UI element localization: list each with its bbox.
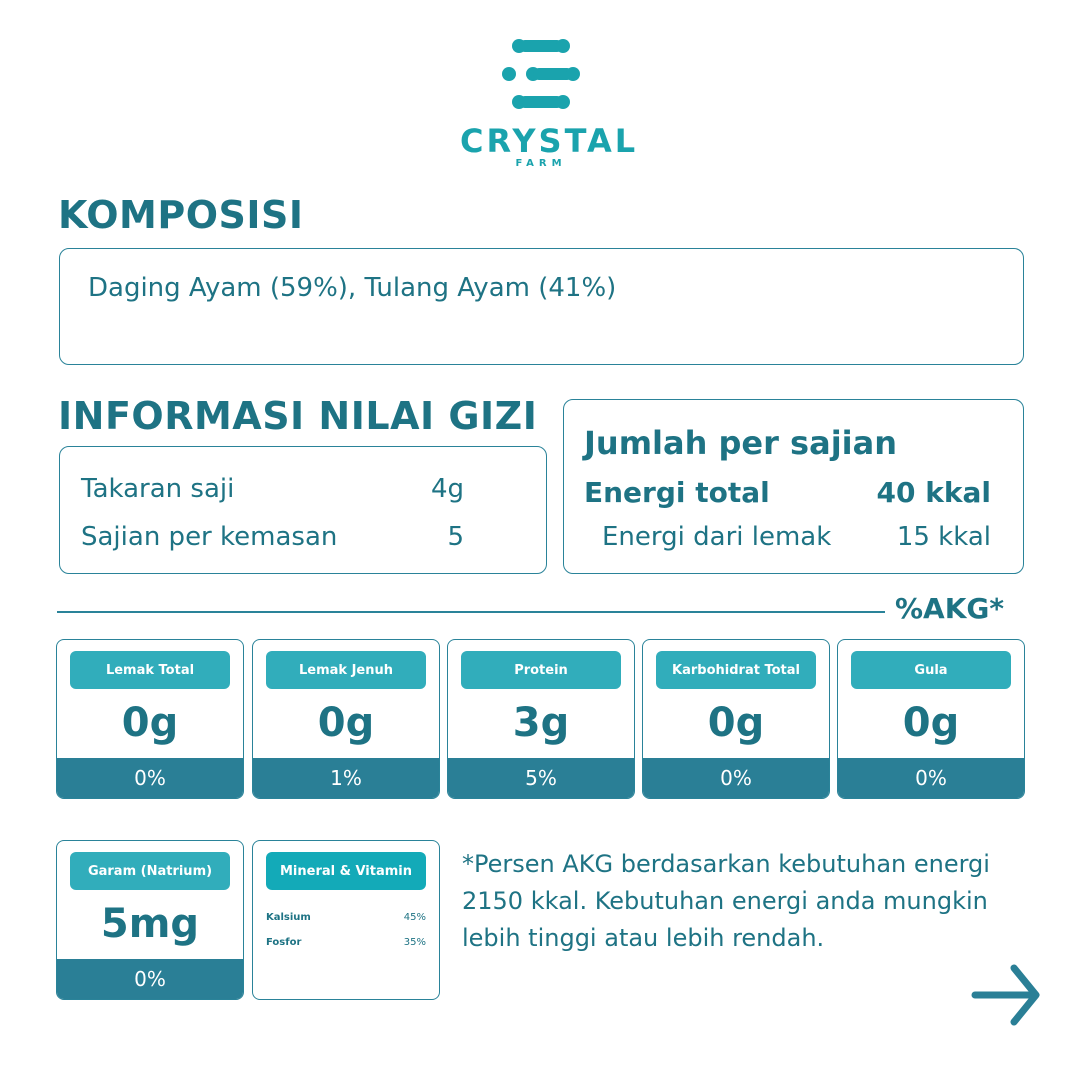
nutrient-card-karbohidrat [642,639,830,799]
crystal-logo-icon [499,36,583,112]
komposisi-box [59,248,1024,365]
brand-logo [460,36,639,172]
mineral-vitamin-title: Mineral & Vitamin [266,852,426,890]
nutrient-card-gula [837,639,1025,799]
nutrient-name: Lemak Total [70,651,230,689]
nutrient-value: 0g [121,700,179,746]
nutrient-name: Garam (Natrium) [70,852,230,890]
nutrient-card-lemak-total [56,639,244,799]
nutrient-pct: 0% [57,959,243,999]
nutrient-value: 5mg [100,901,200,947]
akg-footnote [462,846,990,957]
fat-energy-label: Energi dari lemak [602,522,832,552]
mineral-name: Fosfor [266,937,302,948]
mineral-item [266,912,426,923]
per-pack-value: 5 [447,522,464,552]
serving-box [59,446,547,574]
akg-divider [57,611,885,613]
nutrient-pct: 1% [253,758,439,798]
footnote-line: *Persen AKG berdasarkan kebutuhan energi [462,850,990,878]
nutrient-pct: 5% [448,758,634,798]
jumlah-title: Jumlah per sajian [584,424,897,462]
nutrient-pct: 0% [643,758,829,798]
brand-name: CRYSTAL [460,122,639,160]
serving-label: Takaran saji [81,474,235,504]
arrow-right-icon [970,962,1044,1028]
nutrient-card-garam [56,840,244,1000]
nutrient-card-protein [447,639,635,799]
akg-label: %AKG* [895,592,1005,625]
gizi-title: INFORMASI NILAI GIZI [58,394,538,438]
footnote-line: 2150 kkal. Kebutuhan energi anda mungkin [462,887,988,915]
fat-energy-value: 15 kkal [896,522,991,552]
mineral-vitamin-card [252,840,440,1000]
per-pack-label: Sajian per kemasan [81,522,338,552]
nutrient-value: 0g [317,700,375,746]
nutrient-name: Lemak Jenuh [266,651,426,689]
nutrient-card-lemak-jenuh [252,639,440,799]
komposisi-text: Daging Ayam (59%), Tulang Ayam (41%) [88,273,617,303]
footnote-line: lebih tinggi atau lebih rendah. [462,924,825,952]
mineral-name: Kalsium [266,912,311,923]
nutrient-value: 0g [707,700,765,746]
next-button[interactable] [970,962,1044,1032]
energy-box [563,399,1024,574]
brand-subtitle: FARM [515,158,567,169]
energy-total-label: Energi total [584,476,770,509]
nutrient-value: 0g [902,700,960,746]
nutrient-pct: 0% [838,758,1024,798]
nutrient-name: Protein [461,651,621,689]
nutrient-value: 3g [512,700,570,746]
serving-value: 4g [430,474,464,504]
mineral-pct: 45% [403,912,426,923]
mineral-pct: 35% [403,937,426,948]
nutrient-name: Gula [851,651,1011,689]
nutrient-name: Karbohidrat Total [656,651,816,689]
nutrient-pct: 0% [57,758,243,798]
komposisi-title: KOMPOSISI [58,193,304,237]
mineral-item [266,937,426,948]
energy-total-value: 40 kkal [876,476,991,509]
